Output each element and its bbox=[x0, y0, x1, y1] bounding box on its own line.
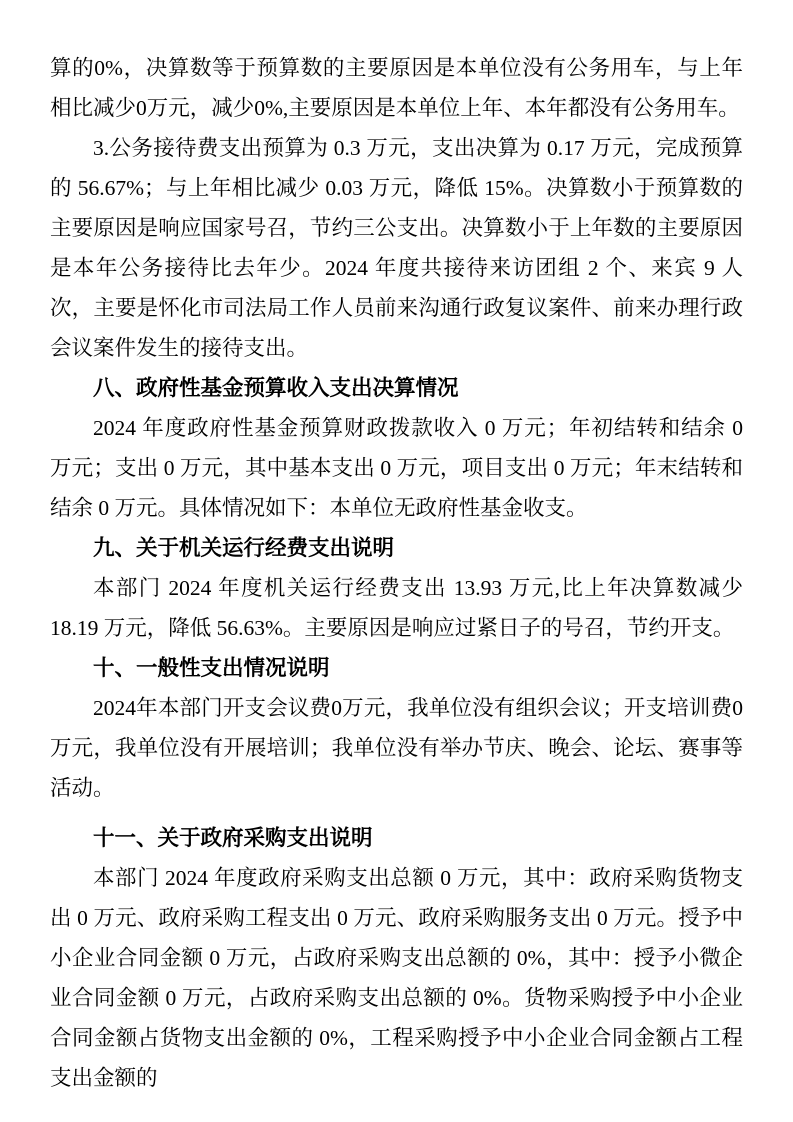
paragraph: 本部门 2024 年度政府采购支出总额 0 万元，其中：政府采购货物支出 0 万元、政府采购工程支出 0 万元、政府采购服务支出 0 万元。授予中小企业合同金额 0 万元，占政府采购支出总额的 0%，其中：授予小微企业合同金额 0 万元，占政府采购支出总额的 0%。货物采购授予中小企业合同金额占货物支出金额的 0%，工程采购授予中小企业合同金额占工程支出金额的 bbox=[50, 866, 743, 1090]
section-heading: 八、政府性基金预算收入支出决算情况 bbox=[93, 376, 459, 400]
section-heading: 九、关于机关运行经费支出说明 bbox=[93, 536, 395, 560]
paragraph: 2024 年度政府性基金预算财政拨款收入 0 万元；年初结转和结余 0 万元；支出 0 万元，其中基本支出 0 万元，项目支出 0 万元；年末结转和结余 0 万元。具体情况如下：本单位无政府性基金收支。 bbox=[50, 416, 743, 520]
section-heading: 十、一般性支出情况说明 bbox=[93, 656, 330, 680]
paragraph: 3.公务接待费支出预算为 0.3 万元，支出决算为 0.17 万元，完成预算的 56.67%；与上年相比减少 0.03 万元，降低 15%。决算数小于预算数的主要原因是响应国家号召，节约三公支出。决算数小于上年数的主要原因是本年公务接待比去年少。2024 年度共接待来访团组 2 个、来宾 9 人次，主要是怀化市司法局工作人员前来沟通行政复议案件、前来办理行政会议案件发生的接待支出。 bbox=[50, 136, 743, 360]
paragraph: 本部门 2024 年度机关运行经费支出 13.93 万元,比上年决算数减少 18.19 万元，降低 56.63%。主要原因是响应过紧日子的号召，节约开支。 bbox=[50, 576, 743, 640]
paragraph: 算的0%，决算数等于预算数的主要原因是本单位没有公务用车，与上年相比减少0万元，减少0%,主要原因是本单位上年、本年都没有公务用车。 bbox=[50, 56, 743, 120]
document-body bbox=[50, 48, 743, 1098]
section-heading: 十一、关于政府采购支出说明 bbox=[93, 826, 373, 850]
paragraph: 2024年本部门开支会议费0万元，我单位没有组织会议；开支培训费0万元，我单位没有开展培训；我单位没有举办节庆、晚会、论坛、赛事等活动。 bbox=[50, 696, 743, 800]
